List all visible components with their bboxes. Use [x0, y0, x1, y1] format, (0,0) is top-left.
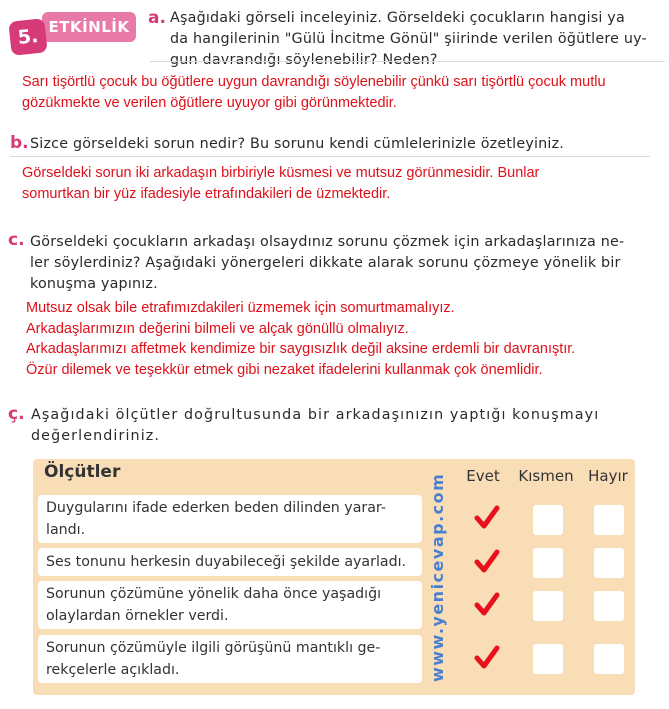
check-icon[interactable]: [474, 592, 500, 618]
section-d-letter: ç.: [8, 404, 25, 424]
answer-line: Özür dilemek ve teşekkür etmek gibi nezaket ifadelerini kullanmak çok önemlidir.: [26, 361, 543, 378]
check-icon[interactable]: [474, 549, 500, 575]
question-line: gun davrandığı söylenebilir? Neden?: [170, 52, 438, 68]
kismen-checkbox[interactable]: [533, 591, 563, 621]
activity-label: ETKİNLİK: [42, 12, 136, 42]
table-row: [38, 581, 422, 629]
check-icon[interactable]: [474, 505, 500, 531]
hayir-checkbox[interactable]: [594, 644, 624, 674]
section-c-answer: [26, 298, 666, 380]
criterion-line: rekçelerle açıkladı.: [46, 662, 180, 678]
answer-line: somurtkan bir yüz ifadesiyle etrafındakileri de üzmektedir.: [22, 185, 391, 202]
section-a-letter: a.: [148, 8, 166, 28]
watermark: www.yenicevap.com: [428, 472, 447, 682]
hayir-checkbox[interactable]: [594, 591, 624, 621]
section-b-question: [30, 134, 660, 155]
column-header-evet: Evet: [466, 467, 500, 485]
section-a-answer: [22, 72, 667, 113]
question-line: Görseldeki çocukların arkadaşı olsaydınız sorunu çözmek için arkadaşlarınıza ne-: [30, 234, 625, 250]
hayir-checkbox[interactable]: [594, 548, 624, 578]
answer-line: Mutsuz olsak bile etrafımızdakileri üzmemek için somurtmamalıyız.: [26, 300, 455, 316]
divider: [150, 61, 665, 62]
table-row: [38, 495, 422, 543]
criterion-line: olaylardan örnekler verdi.: [46, 608, 229, 624]
question-line: Sizce görseldeki sorun nedir? Bu sorunu kendi cümlelerinizle özetleyiniz.: [30, 136, 565, 152]
divider: [10, 156, 650, 157]
column-header-hayir: Hayır: [588, 467, 628, 485]
answer-line: Arkadaşlarımızı affetmek kendimize bir saygısızlık değil aksine erdemli bir davranıştır.: [26, 341, 576, 357]
question-line: Aşağıdaki ölçütler doğrultusunda bir arkadaşınızın yaptığı konuşmayı: [31, 407, 600, 423]
table-title: Ölçütler: [44, 462, 121, 482]
kismen-checkbox[interactable]: [533, 644, 563, 674]
criterion-label: [46, 497, 386, 541]
table-row: [38, 635, 422, 683]
section-d-question: [31, 405, 667, 447]
criterion-label: [46, 637, 380, 681]
question-line: ler söylerdiniz? Aşağıdaki yönergeleri dikkate alarak sorunu çözmeye yönelik bir: [30, 255, 621, 271]
section-b-answer: [22, 163, 667, 204]
section-b-letter: b.: [10, 133, 29, 153]
criterion-label: [46, 551, 406, 573]
answer-line: Sarı tişörtlü çocuk bu öğütlere uygun davrandığı söylenebilir çünkü sarı tişörtlü çocuk mutlu: [22, 74, 606, 90]
criterion-line: Duygularını ifade ederken beden dilinden yarar-: [46, 500, 386, 516]
criterion-line: Sorunun çözümüne yönelik daha önce yaşadığı: [46, 586, 382, 602]
check-icon[interactable]: [474, 645, 500, 671]
section-c-question: [30, 232, 666, 295]
criterion-line: Sorunun çözümüyle ilgili görüşünü mantıklı ge-: [46, 640, 381, 656]
activity-number: 5.: [8, 18, 47, 56]
answer-line: Görseldeki sorun iki arkadaşın birbiriyle küsmesi ve mutsuz görünmesidir. Bunlar: [22, 165, 540, 181]
question-line: da hangilerinin "Gülü İncitme Gönül" şiirinde verilen öğütlere uy-: [170, 31, 647, 47]
answer-line: Arkadaşlarımızın değerini bilmeli ve alçak gönüllü olmalıyız.: [26, 320, 409, 337]
kismen-checkbox[interactable]: [533, 548, 563, 578]
activity-badge: [4, 4, 132, 52]
criterion-line: landı.: [46, 522, 86, 538]
column-header-kismen: Kısmen: [518, 467, 574, 485]
answer-line: gözükmekte ve verilen öğütlere uyuyor gibi görünmektedir.: [22, 94, 397, 111]
hayir-checkbox[interactable]: [594, 505, 624, 535]
section-c-letter: c.: [8, 230, 25, 250]
kismen-checkbox[interactable]: [533, 505, 563, 535]
criterion-line: Ses tonunu herkesin duyabileceği şekilde ayarladı.: [46, 554, 407, 570]
table-row: [38, 548, 422, 576]
question-line: Aşağıdaki görseli inceleyiniz. Görseldeki çocukların hangisi ya: [170, 10, 625, 26]
criterion-label: [46, 583, 381, 627]
question-line: konuşma yapınız.: [30, 276, 158, 292]
question-line: değerlendiriniz.: [31, 428, 161, 444]
